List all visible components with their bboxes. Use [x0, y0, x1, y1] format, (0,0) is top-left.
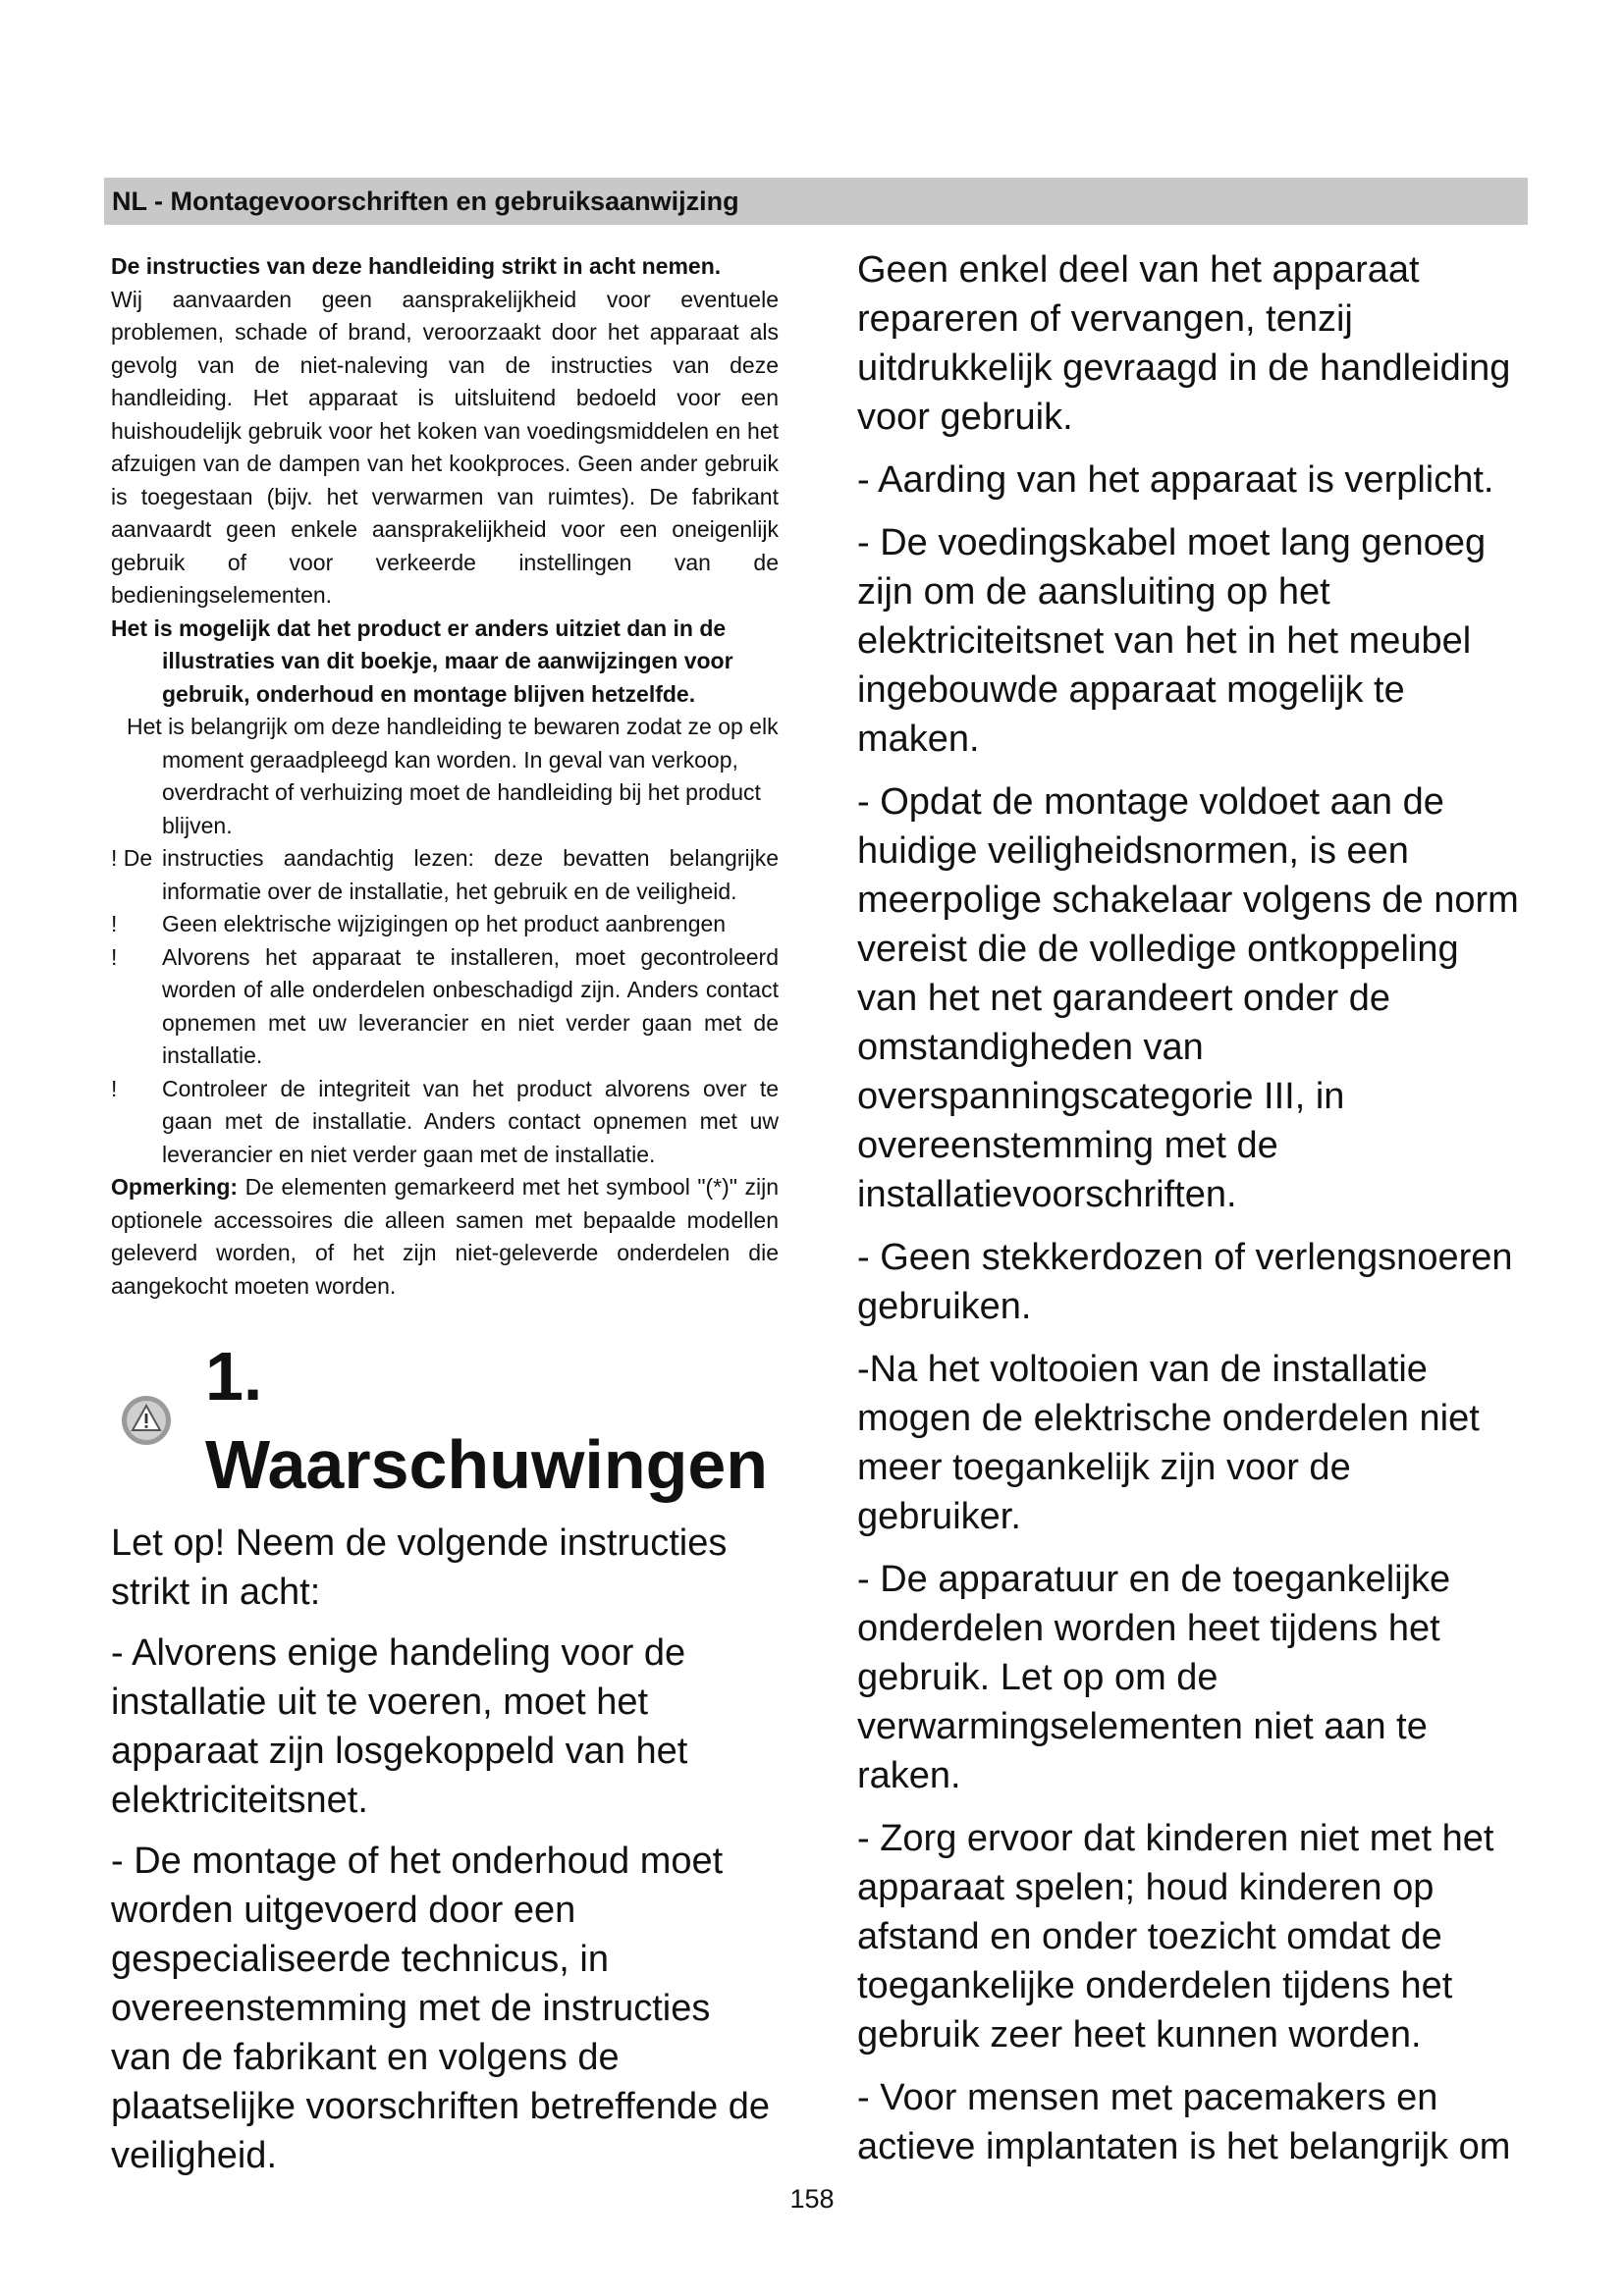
product-appearance-note: Het is mogelijk dat het product er anders uitziet dan in de illustraties van dit boekje, maar de aanwijzingen voor gebruik, onderhoud en montage blijven hetzelfde.	[111, 614, 733, 707]
big-paragraph: Let op! Neem de volgende instructies strikt in acht:	[111, 1522, 728, 1613]
big-paragraph: - Voor mensen met pacemakers en actieve implantaten is het belangrijk om	[857, 2077, 1511, 2167]
keep-manual-note: Het is belangrijk om deze handleiding te bewaren zodat ze op elk moment geraadpleegd kan worden. In geval van verkoop, overdracht of verhuizing moet de handleiding bij het product blijven.	[127, 714, 779, 838]
section-heading	[111, 1332, 779, 1509]
big-paragraph: - De apparatuur en de toegankelijke onderdelen worden heet tijdens het gebruik. Let op om de verwarmingselementen niet aan te raken.	[857, 1559, 1451, 1796]
page-number: 158	[789, 2184, 835, 2214]
intro-paragraph: Wij aanvaarden geen aansprakelijkheid voor eventuele problemen, schade of brand, veroorzaakt door het apparaat als gevolg van de niet-naleving van de instructies van deze handleiding. Het apparaat is uitsluitend bedoeld voor een huishoudelijk gebruik voor het koken van voedingsmiddelen en het afzuigen van de dampen van het kookproces. Geen ander gebruik is toegestaan (bijv. het verwarmen van ruimtes). De fabrikant aanvaardt geen enkele aansprakelijkheid voor een oneigenlijk gebruik of voor verkeerde instellingen van de bedieningselementen.	[111, 286, 779, 608]
bullet-mark: !	[111, 911, 118, 936]
warning-icon	[121, 1395, 172, 1446]
bullet-text: Controleer de integriteit van het product alvorens over te gaan met de installatie. Anders contact opnemen met uw leverancier en niet verder gaan met de installatie.	[162, 1075, 779, 1167]
remark-label: Opmerking:	[111, 1174, 239, 1200]
bullet-mark: !	[111, 1075, 118, 1101]
bullet-mark: !	[111, 943, 118, 970]
section-title: 1. Waarschuwingen	[205, 1338, 769, 1503]
big-paragraph: - De montage of het onderhoud moet worden uitgevoerd door een gespecialiseerde technicus, in overeenstemming met de instructies van de fabrikant en volgens de plaatselijke voorschriften betreffende de veiligheid.	[111, 1841, 771, 2176]
warning-bullet	[111, 842, 779, 908]
bullet-text: Alvorens het apparaat te installeren, moet gecontroleerd worden of alle onderdelen onbeschadigd zijn. Anders contact opnemen met uw leverancier en niet verder gaan met de installatie.	[162, 943, 779, 1068]
big-paragraph: - Aarding van het apparaat is verplicht.	[857, 459, 1494, 501]
remark-paragraph	[111, 1171, 779, 1303]
warning-bullet	[111, 908, 779, 941]
big-paragraph: - Alvorens enige handeling voor de installatie uit te voeren, moet het apparaat zijn losgekoppeld van het elektriciteitsnet.	[111, 1632, 688, 1821]
section-header-bar	[104, 178, 1528, 225]
big-paragraph: - Opdat de montage voldoet aan de huidige veiligheidsnormen, is een meerpolige schakelaar volgens de norm vereist die de volledige ontkoppeling van het net garandeert onder de omstandigheden van overspanningscategorie III, in overeenstemming met de installatievoorschriften.	[857, 781, 1519, 1215]
left-column	[111, 250, 779, 2192]
warning-bullet	[111, 1073, 779, 1172]
big-paragraph: - Zorg ervoor dat kinderen niet met het apparaat spelen; houd kinderen op afstand en onder toezicht omdat de toegankelijke onderdelen tijdens het gebruik zeer heet kunnen worden.	[857, 1818, 1494, 2056]
right-column	[857, 245, 1525, 2185]
big-paragraph: - De voedingskabel moet lang genoeg zijn om de aansluiting op het elektriciteitsnet van het in het meubel ingebouwde apparaat mogelijk te maken.	[857, 522, 1487, 760]
bullet-mark: ! De	[111, 845, 153, 871]
bullet-text: Geen elektrische wijzigingen op het product aanbrengen	[162, 911, 727, 936]
intro-heading: De instructies van deze handleiding strikt in acht nemen.	[111, 253, 722, 279]
big-paragraph: Geen enkel deel van het apparaat repareren of vervangen, tenzij uitdrukkelijk gevraagd in de handleiding voor gebruik.	[857, 249, 1511, 438]
big-paragraph: -Na het voltooien van de installatie mogen de elektrische onderdelen niet meer toegankelijk zijn voor de gebruiker.	[857, 1349, 1480, 1537]
header-title: NL - Montagevoorschriften en gebruiksaanwijzing	[112, 187, 739, 216]
warning-bullet	[111, 941, 779, 1073]
bullet-text: instructies aandachtig lezen: deze bevatten belangrijke informatie over de installatie, het gebruik en de veiligheid.	[162, 845, 779, 904]
big-paragraph: - Geen stekkerdozen of verlengsnoeren gebruiken.	[857, 1237, 1513, 1327]
remark-text: De elementen gemarkeerd met het symbool "(*)" zijn optionele accessoires die alleen samen met bepaalde modellen geleverd worden, of het zijn niet-geleverde onderdelen die aangekocht moeten worden.	[111, 1174, 779, 1299]
